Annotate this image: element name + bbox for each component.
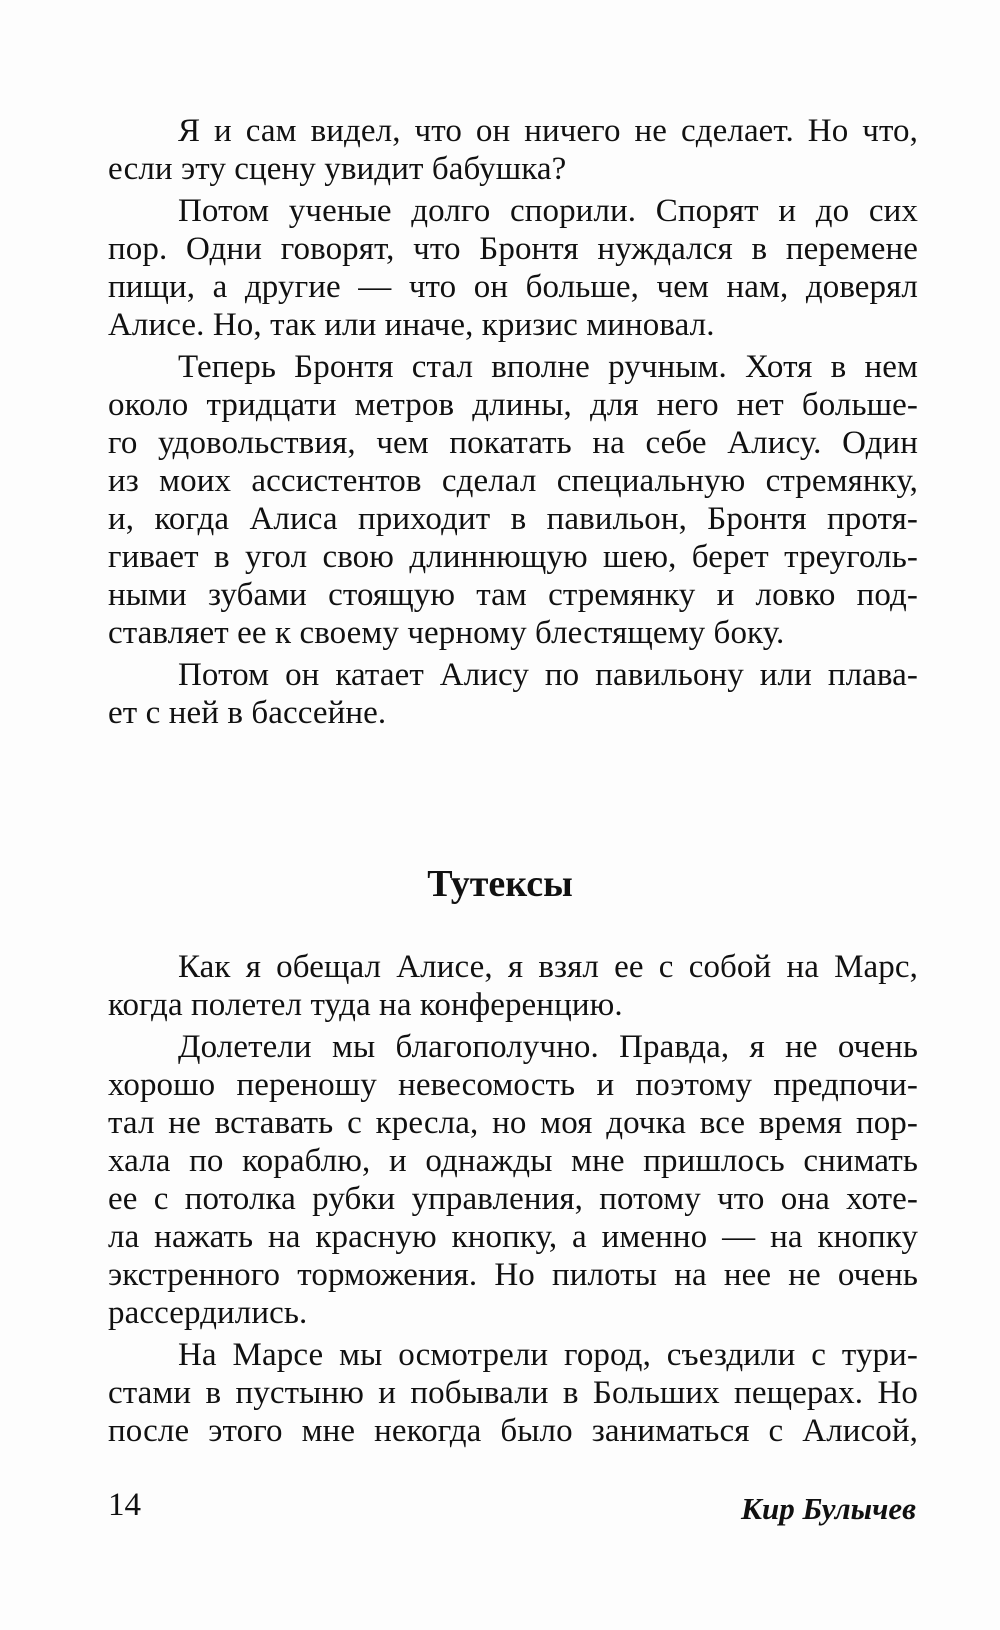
text-line: тал не вставать с кресла, но моя дочка все время пор- bbox=[108, 1105, 918, 1141]
text-line: ла нажать на красную кнопку, а именно — на кнопку bbox=[108, 1219, 918, 1255]
text-line: гивает в угол свою длиннющую шею, берет треуголь- bbox=[108, 539, 918, 575]
text-line: Алисе. Но, так или иначе, кризис миновал. bbox=[108, 307, 715, 343]
text-line: Потом ученые долго спорили. Спорят и до сих bbox=[178, 193, 918, 229]
text-line: ее с потолка рубки управления, потому что она хоте- bbox=[108, 1181, 918, 1217]
text-line: стами в пустыню и побывали в Больших пещерах. Но bbox=[108, 1375, 918, 1411]
text-line: хала по кораблю, и однажды мне пришлось снимать bbox=[108, 1143, 918, 1179]
text-line: хорошо переношу невесомость и поэтому предпочи- bbox=[108, 1067, 918, 1103]
text-line: рассердились. bbox=[108, 1295, 308, 1331]
text-line: На Марсе мы осмотрели город, съездили с тури- bbox=[178, 1337, 918, 1373]
text-line: после этого мне некогда было заниматься с Алисой, bbox=[108, 1413, 918, 1449]
running-footer-author: Кир Булычев bbox=[740, 1491, 916, 1526]
text-line: ет с ней в бассейне. bbox=[108, 695, 387, 731]
text-line: около тридцати метров длины, для него нет больше- bbox=[108, 387, 918, 423]
text-line: Я и сам видел, что он ничего не сделает. Но что, bbox=[178, 113, 918, 149]
text-line: ставляет ее к своему черному блестящему боку. bbox=[108, 615, 785, 651]
chapter-title: Тутексы bbox=[427, 863, 573, 905]
text-line: из моих ассистентов сделал специальную стремянку, bbox=[108, 463, 918, 499]
text-line: го удовольствия, чем покатать на себе Алису. Один bbox=[108, 425, 918, 461]
text-line: Как я обещал Алисе, я взял ее с собой на Марс, bbox=[178, 949, 918, 985]
text-line: если эту сцену увидит бабушка? bbox=[108, 151, 567, 187]
text-line: Потом он катает Алису по павильону или плава- bbox=[178, 657, 918, 693]
text-line: Долетели мы благополучно. Правда, я не очень bbox=[178, 1029, 918, 1065]
text-line: и, когда Алиса приходит в павильон, Бронтя протя- bbox=[108, 501, 918, 537]
page-number: 14 bbox=[108, 1487, 141, 1523]
text-line: ными зубами стоящую там стремянку и ловко под- bbox=[108, 577, 918, 613]
text-line: экстренного торможения. Но пилоты на нее не очень bbox=[108, 1257, 918, 1293]
text-line: Теперь Бронтя стал вполне ручным. Хотя в нем bbox=[178, 349, 918, 385]
text-line: когда полетел туда на конференцию. bbox=[108, 987, 623, 1023]
text-line: пищи, а другие — что он больше, чем нам, доверял bbox=[108, 269, 918, 305]
text-line: пор. Одни говорят, что Бронтя нуждался в перемене bbox=[108, 231, 918, 267]
